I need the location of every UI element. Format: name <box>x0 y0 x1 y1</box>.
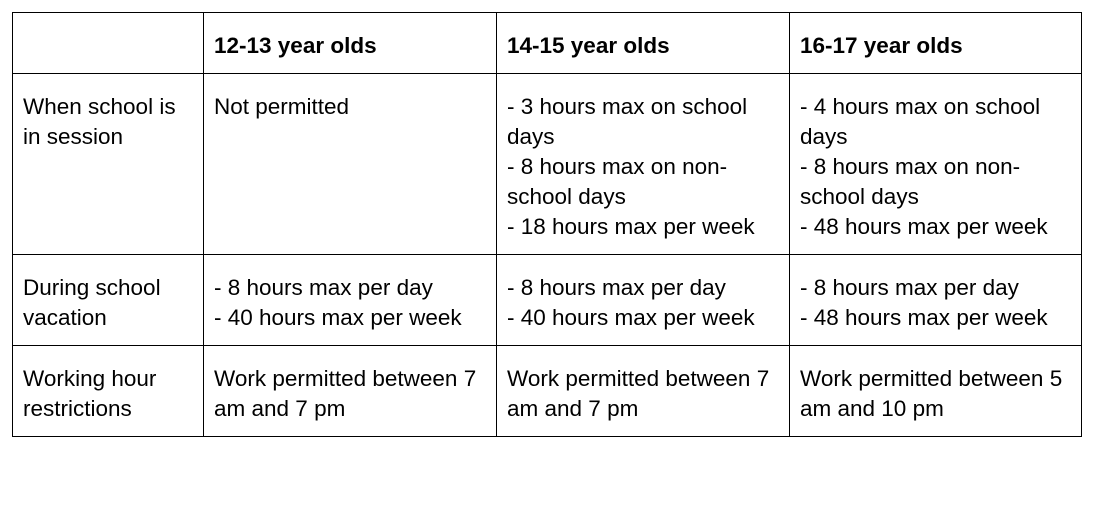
cell-line: Work permitted between 5 am and 10 pm <box>800 366 1063 421</box>
cell-line: - 40 hours max per week <box>507 305 755 330</box>
cell-line: Work permitted between 7 am and 7 pm <box>507 366 770 421</box>
header-row <box>13 13 1082 74</box>
cell-line: - 18 hours max per week <box>507 214 755 239</box>
table-cell <box>204 346 497 437</box>
cell-line: - 8 hours max per day <box>507 275 726 300</box>
cell-line: - 4 hours max on school days <box>800 94 1041 149</box>
table-row <box>13 346 1082 437</box>
table-cell <box>204 74 497 255</box>
table-cell <box>790 346 1082 437</box>
cell-line: - 8 hours max on non-school days <box>800 154 1021 209</box>
table-cell <box>204 255 497 346</box>
row-label: Working hour restrictions <box>13 346 204 437</box>
table-cell <box>497 255 790 346</box>
cell-line: - 40 hours max per week <box>214 305 462 330</box>
work-hours-table <box>12 12 1082 437</box>
table-cell <box>497 346 790 437</box>
table-cell <box>790 255 1082 346</box>
header-cell-12-13: 12-13 year olds <box>204 13 497 74</box>
header-cell-14-15: 14-15 year olds <box>497 13 790 74</box>
cell-line: Not permitted <box>214 94 350 119</box>
table-cell <box>790 74 1082 255</box>
cell-line: - 8 hours max on non-school days <box>507 154 728 209</box>
cell-line: - 3 hours max on school days <box>507 94 748 149</box>
cell-line: - 8 hours max per day <box>214 275 433 300</box>
row-label: When school is in session <box>13 74 204 255</box>
table-cell <box>497 74 790 255</box>
row-label: During school vacation <box>13 255 204 346</box>
cell-line: - 48 hours max per week <box>800 305 1048 330</box>
table-row <box>13 74 1082 255</box>
cell-line: Work permitted between 7 am and 7 pm <box>214 366 477 421</box>
cell-line: - 48 hours max per week <box>800 214 1048 239</box>
table-row <box>13 255 1082 346</box>
cell-line: - 8 hours max per day <box>800 275 1019 300</box>
header-cell-empty <box>13 13 204 74</box>
header-cell-16-17: 16-17 year olds <box>790 13 1082 74</box>
